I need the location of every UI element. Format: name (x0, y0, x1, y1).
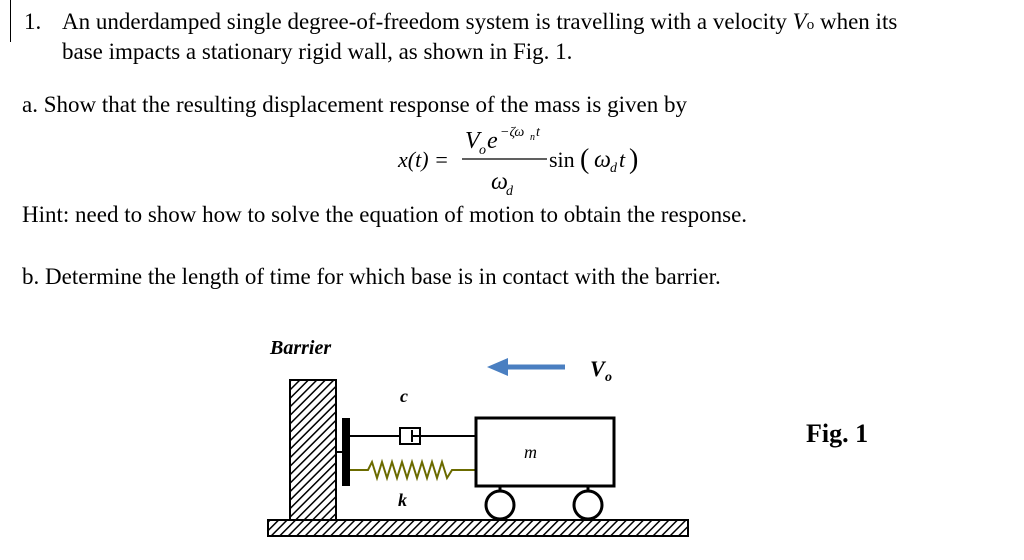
velocity-symbol: V (792, 9, 807, 34)
equation-lhs: x(t) = (398, 147, 449, 172)
denominator-omega: ω (491, 169, 508, 195)
hint-text: Hint: need to show how to solve the equation of motion to obtain the response. (22, 202, 748, 227)
denominator-sub: d (506, 184, 513, 199)
problem-line-1-suffix: when its (814, 9, 898, 34)
wheel-left (486, 491, 514, 519)
spring (350, 462, 476, 478)
problem-line-1-prefix: An underdamped single degree-of-freedom system is travelling with a velocity (62, 9, 793, 34)
problem-line-2: base impacts a stationary rigid wall, as shown in Fig. 1. (62, 39, 573, 64)
exponent: −ζω (500, 125, 525, 140)
numerator-V-sub: o (479, 143, 486, 158)
barrier-label: Barrier (270, 337, 332, 359)
mass-label: m (524, 442, 537, 462)
damper (350, 428, 476, 444)
sin-function: sin (549, 147, 575, 172)
velocity-subscript: o (806, 17, 815, 33)
argument-t: t (619, 147, 626, 172)
left-paren: ( (580, 144, 590, 175)
mass-block (476, 418, 614, 486)
figure-caption: Fig. 1 (806, 419, 869, 448)
numerator-V: V (465, 128, 480, 154)
exponent-t: t (536, 125, 540, 140)
contact-plate (342, 418, 350, 486)
ground (268, 520, 688, 536)
part-b-text: Determine the length of time for which base is in contact with the barrier. (45, 264, 721, 289)
argument-sub: d (610, 161, 617, 176)
numerator-e: e (487, 128, 498, 154)
spring-label: k (398, 490, 407, 510)
part-a-label: a. (22, 92, 38, 117)
problem-number: 1. (24, 9, 42, 34)
part-a-text: Show that the resulting displacement response of the mass is given by (43, 92, 687, 117)
barrier-wall (290, 380, 336, 520)
velocity-label: V (590, 356, 605, 381)
wheel-right (574, 491, 602, 519)
velocity-arrow (487, 358, 565, 376)
damper-label: c (400, 386, 408, 406)
exponent-sub: n (530, 132, 535, 143)
right-paren: ) (629, 144, 639, 175)
argument-omega: ω (594, 147, 611, 173)
part-b-label: b. (22, 264, 40, 289)
velocity-label-sub: o (605, 370, 612, 385)
